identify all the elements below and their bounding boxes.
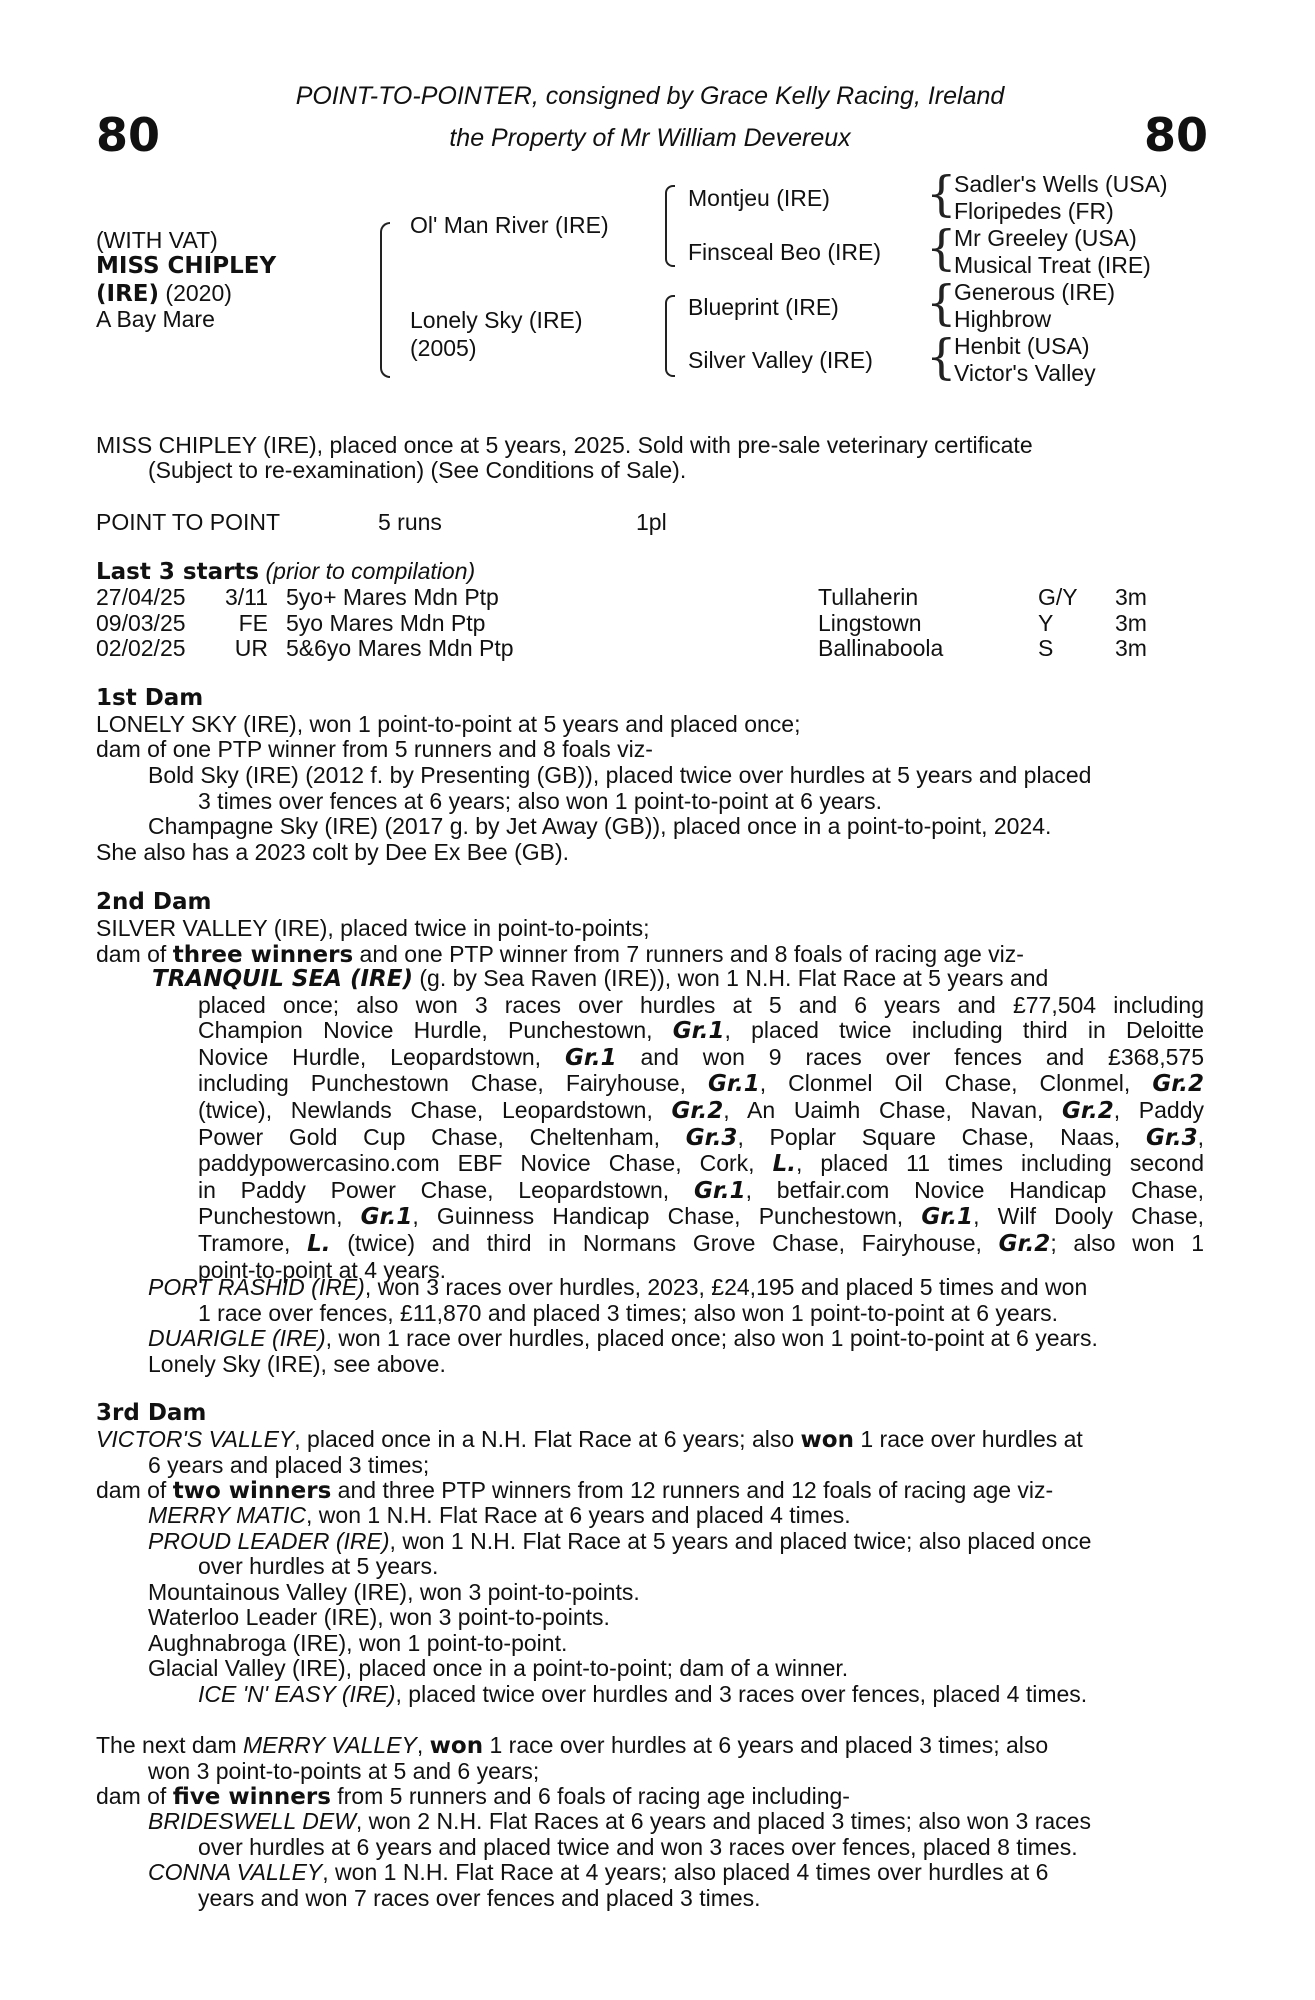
second-dam-line-1: SILVER VALLEY (IRE), placed twice in point-to-points; [96, 915, 650, 941]
start-race: 5yo Mares Mdn Ptp [286, 609, 486, 636]
pedigree-dam-year: (2005) [410, 335, 477, 361]
lot-number-left: 80 [96, 108, 161, 162]
lot-number-right: 80 [1144, 108, 1209, 162]
pedigree-dss: Generous (IRE) [954, 279, 1116, 305]
second-dam-line-2 [96, 941, 1024, 968]
conna-line-2: years and won 7 races over fences and placed 3 times. [198, 1885, 761, 1911]
text-segment: 1 race over hurdles at [853, 1426, 1083, 1452]
horse-year: (2020) [159, 280, 232, 306]
first-dam-line-1: LONELY SKY (IRE), won 1 point-to-point at 5 years and placed once; [96, 711, 801, 737]
brideswell-dew-name: BRIDESWELL DEW [148, 1808, 356, 1834]
merry-matic-line [148, 1502, 851, 1528]
port-rashid-line-1 [148, 1274, 1087, 1300]
text-segment: , won 2 N.H. Flat Races at 6 years and placed 3 times; also won 3 races [355, 1808, 1091, 1834]
third-dam-title: 3rd Dam [96, 1400, 207, 1426]
start-going: S [1038, 635, 1054, 662]
start-distance: 3m [1115, 584, 1147, 610]
vat-label: (WITH VAT) [96, 227, 218, 253]
start-race: 5yo+ Mares Mdn Ptp [286, 584, 499, 610]
text-segment: , Clonmel Oil Chase, Clonmel, [759, 1070, 1153, 1097]
text-segment: (g. by Sea Raven (IRE)), won 1 N.H. Flat Race at 5 years and [413, 965, 1049, 991]
text-segment: , placed twice including third in Deloitte [724, 1017, 1205, 1044]
text-segment: including Punchestown Chase, Fairyhouse, [198, 1070, 709, 1097]
text-segment: placed once; also won 3 races over hurdles at 5 and 6 years and £77,504 including [198, 991, 1204, 1018]
third-dam-line-3 [96, 1477, 1053, 1504]
text-segment: , [416, 1732, 430, 1758]
start-going: Y [1038, 609, 1054, 636]
text-segment: , Wilf Dooly Chase, [973, 1203, 1204, 1230]
text-segment: ; also won 1 [1050, 1229, 1204, 1256]
grade-1-badge: Gr.1 [360, 1204, 413, 1231]
start-course: Lingstown [818, 609, 922, 636]
start-position: 3/11 [224, 584, 268, 610]
proud-leader-name: PROUD LEADER (IRE) [148, 1528, 390, 1554]
second-dam-title: 2nd Dam [96, 889, 212, 915]
grade-1-badge: Gr.1 [672, 1018, 725, 1045]
text-segment: , Guinness Handicap Chase, Punchestown, [412, 1203, 922, 1230]
text-segment: , An Uaimh Chase, Navan, [723, 1096, 1063, 1123]
text-segment: Tramore, [198, 1229, 308, 1256]
text-segment: , won 1 N.H. Flat Race at 5 years and placed twice; also placed once [389, 1528, 1092, 1554]
first-dam-line-6: She also has a 2023 colt by Dee Ex Bee (GB). [96, 839, 570, 865]
text-segment: , won 1 race over hurdles, placed once; also won 1 point-to-point at 6 years. [325, 1325, 1098, 1351]
summary-line-1: MISS CHIPLEY (IRE), placed once at 5 years, 2025. Sold with pre-sale veterinary certificate [96, 432, 1033, 458]
mountainous-line: Mountainous Valley (IRE), won 3 point-to-points. [148, 1579, 640, 1605]
horse-description: A Bay Mare [96, 306, 215, 332]
first-dam-line-5: Champagne Sky (IRE) (2017 g. by Jet Away (GB)), placed once in a point-to-point, 2024. [148, 813, 1052, 839]
grade-3-badge: Gr.3 [685, 1124, 738, 1151]
text-segment: , placed twice over hurdles and 3 races over fences, placed 4 times. [395, 1681, 1088, 1707]
text-segment: 1 race over hurdles at 6 years and placed 3 times; also [483, 1732, 1049, 1758]
grade-1-badge: Gr.1 [921, 1204, 974, 1231]
ice-n-easy-line [198, 1681, 1087, 1707]
conna-line-1 [148, 1859, 1048, 1885]
pedigree-dds: Henbit (USA) [954, 333, 1090, 359]
text-segment: in Paddy Power Chase, Leopardstown, [198, 1176, 694, 1203]
listed-badge: L. [307, 1230, 331, 1257]
listed-badge: L. [772, 1151, 796, 1178]
text-segment: Novice Hurdle, Leopardstown, [198, 1043, 565, 1070]
first-dam-title: 1st Dam [96, 685, 204, 711]
start-race: 5&6yo Mares Mdn Ptp [286, 635, 514, 662]
grade-1-badge: Gr.1 [564, 1044, 617, 1071]
consignor-line: POINT-TO-POINTER, consigned by Grace Kelly Racing, Ireland [295, 82, 1005, 110]
won-emphasis: won [800, 1427, 854, 1453]
horse-name: MISS CHIPLEY [96, 253, 277, 279]
third-dam-line-1 [96, 1426, 1083, 1453]
text-segment: , Paddy [1113, 1096, 1205, 1123]
text-segment: (twice), Newlands Chase, Leopardstown, [198, 1096, 672, 1123]
proud-leader-line-2: over hurdles at 5 years. [198, 1553, 439, 1579]
merry-matic-name: MERRY MATIC [148, 1502, 307, 1528]
brideswell-line-1 [148, 1808, 1091, 1834]
text-segment: and won 9 races over fences and £368,575 [616, 1043, 1204, 1070]
property-line: the Property of Mr William Devereux [449, 124, 851, 152]
summary-line-2: (Subject to re-examination) (See Conditions of Sale). [148, 457, 687, 483]
three-winners: three winners [172, 942, 354, 968]
text-segment: Champion Novice Hurdle, Punchestown, [198, 1017, 673, 1044]
next-dam-line-2: won 3 point-to-points at 5 and 6 years; [148, 1758, 540, 1784]
ice-n-easy-name: ICE 'N' EASY (IRE) [198, 1681, 396, 1707]
next-dam-line-1 [96, 1732, 1048, 1759]
proud-leader-line-1 [148, 1528, 1091, 1554]
grade-2-badge: Gr.2 [1152, 1071, 1204, 1098]
start-position: FE [238, 609, 268, 636]
pedigree-sire: Ol' Man River (IRE) [410, 212, 609, 238]
duarigle-name: DUARIGLE (IRE) [148, 1325, 326, 1351]
text-segment: , Poplar Square Chase, Naas, [737, 1123, 1146, 1150]
record-label: POINT TO POINT [96, 509, 281, 535]
brideswell-line-2: over hurdles at 6 years and placed twice and won 3 races over fences, placed 8 times. [198, 1834, 1078, 1860]
lonely-sky-ref: Lonely Sky (IRE), see above. [148, 1351, 446, 1377]
brace-4: { [926, 329, 957, 385]
start-distance: 3m [1115, 635, 1147, 662]
pedigree-ds: Blueprint (IRE) [688, 294, 839, 320]
brace-2: { [926, 220, 957, 276]
first-dam-line-2: dam of one PTP winner from 5 runners and 8 foals viz- [96, 736, 653, 762]
start-going: G/Y [1038, 584, 1078, 610]
text-segment: and one PTP winner from 7 runners and 8 foals of racing age viz- [353, 941, 1024, 967]
text-segment: dam of [96, 1477, 173, 1503]
tranquil-sea-name: TRANQUIL SEA (IRE) [152, 966, 413, 992]
third-dam-line-2: 6 years and placed 3 times; [148, 1452, 430, 1478]
horse-suffix-year [96, 280, 232, 307]
next-dam-line-3 [96, 1783, 850, 1810]
text-segment: , won 3 races over hurdles, 2023, £24,195 and placed 5 times and won [364, 1274, 1088, 1300]
start-course: Ballinaboola [818, 635, 944, 662]
grade-1-badge: Gr.1 [708, 1071, 760, 1098]
pedigree-sdd: Musical Treat (IRE) [954, 252, 1151, 278]
text-segment: dam of [96, 941, 173, 967]
sire-bracket [665, 185, 675, 267]
text-segment: Punchestown, [198, 1203, 361, 1230]
record-runs: 5 runs [378, 509, 442, 535]
duarigle-line [148, 1325, 1098, 1351]
text-segment: , betfair.com Novice Handicap Chase, [745, 1176, 1204, 1203]
last-starts-note: (prior to compilation) [259, 558, 476, 584]
pedigree-ddd: Victor's Valley [954, 360, 1096, 386]
text-segment: from 5 runners and 6 foals of racing age including- [330, 1783, 850, 1809]
pedigree-sds: Mr Greeley (USA) [954, 225, 1137, 251]
text-segment: Power Gold Cup Chase, Cheltenham, [198, 1123, 686, 1150]
text-segment: , won 1 N.H. Flat Race at 6 years and placed 4 times. [306, 1502, 851, 1528]
two-winners: two winners [172, 1478, 332, 1504]
conna-valley-name: CONNA VALLEY [148, 1859, 323, 1885]
text-segment: paddypowercasino.com EBF Novice Chase, Cork, [198, 1150, 773, 1177]
glacial-line: Glacial Valley (IRE), placed once in a point-to-point; dam of a winner. [148, 1655, 849, 1681]
pedigree-ss: Montjeu (IRE) [688, 185, 830, 211]
port-rashid-name: PORT RASHID (IRE) [148, 1274, 365, 1300]
text-segment: The next dam [96, 1732, 244, 1758]
pedigree-dd: Silver Valley (IRE) [688, 347, 873, 373]
text-segment: and three PTP winners from 12 runners and 12 foals of racing age viz- [331, 1477, 1054, 1503]
grade-3-badge: Gr.3 [1145, 1124, 1198, 1151]
last-starts-heading [96, 558, 475, 585]
first-dam-line-4: 3 times over fences at 6 years; also won 1 point-to-point at 6 years. [198, 788, 882, 814]
pedigree-ssd: Floripedes (FR) [954, 198, 1114, 224]
brace-3: { [926, 275, 957, 331]
victors-valley-name: VICTOR'S VALLEY [96, 1426, 295, 1452]
tranquil-sea-entry [152, 965, 1205, 1283]
waterloo-line: Waterloo Leader (IRE), won 3 point-to-points. [148, 1604, 610, 1630]
pedigree-sss: Sadler's Wells (USA) [954, 171, 1168, 197]
grade-2-badge: Gr.2 [998, 1230, 1051, 1257]
grade-2-badge: Gr.2 [1062, 1097, 1114, 1124]
port-rashid-line-2: 1 race over fences, £11,870 and placed 3 times; also won 1 point-to-point at 6 years. [198, 1300, 1059, 1326]
start-date: 09/03/25 [96, 609, 186, 636]
record-placed: 1pl [636, 509, 667, 535]
text-segment: , placed 11 times including second [795, 1150, 1204, 1177]
pedigree-dam: Lonely Sky (IRE) [410, 307, 583, 333]
start-date: 02/02/25 [96, 635, 186, 662]
won-emphasis: won [429, 1733, 484, 1759]
brace-1: { [926, 166, 957, 222]
start-distance: 3m [1115, 609, 1147, 636]
text-segment: , [1197, 1123, 1205, 1150]
first-dam-line-3: Bold Sky (IRE) (2012 f. by Presenting (GB)), placed twice over hurdles at 5 years and placed [148, 762, 1092, 788]
start-date: 27/04/25 [96, 584, 186, 610]
grade-1-badge: Gr.1 [693, 1177, 746, 1204]
pedigree-dsd: Highbrow [954, 306, 1052, 332]
five-winners: five winners [172, 1784, 331, 1810]
text-segment: (twice) and third in Normans Grove Chase, Fairyhouse, [330, 1229, 999, 1256]
horse-country: (IRE) [96, 281, 160, 307]
text-segment: point-to-point at 4 years. [198, 1256, 447, 1283]
merry-valley-name: MERRY VALLEY [243, 1732, 417, 1758]
last-starts-title: Last 3 starts [96, 559, 260, 585]
text-segment: dam of [96, 1783, 173, 1809]
text-segment: , won 1 N.H. Flat Race at 4 years; also placed 4 times over hurdles at 6 [322, 1859, 1049, 1885]
pedigree-main-bracket [380, 222, 390, 378]
grade-2-badge: Gr.2 [671, 1097, 724, 1124]
start-course: Tullaherin [818, 584, 919, 610]
aughnabroga-line: Aughnabroga (IRE), won 1 point-to-point. [148, 1630, 568, 1656]
start-position: UR [234, 635, 268, 662]
dam-bracket [665, 295, 675, 377]
text-segment: , placed once in a N.H. Flat Race at 6 years; also [294, 1426, 801, 1452]
pedigree-sd: Finsceal Beo (IRE) [688, 239, 882, 265]
